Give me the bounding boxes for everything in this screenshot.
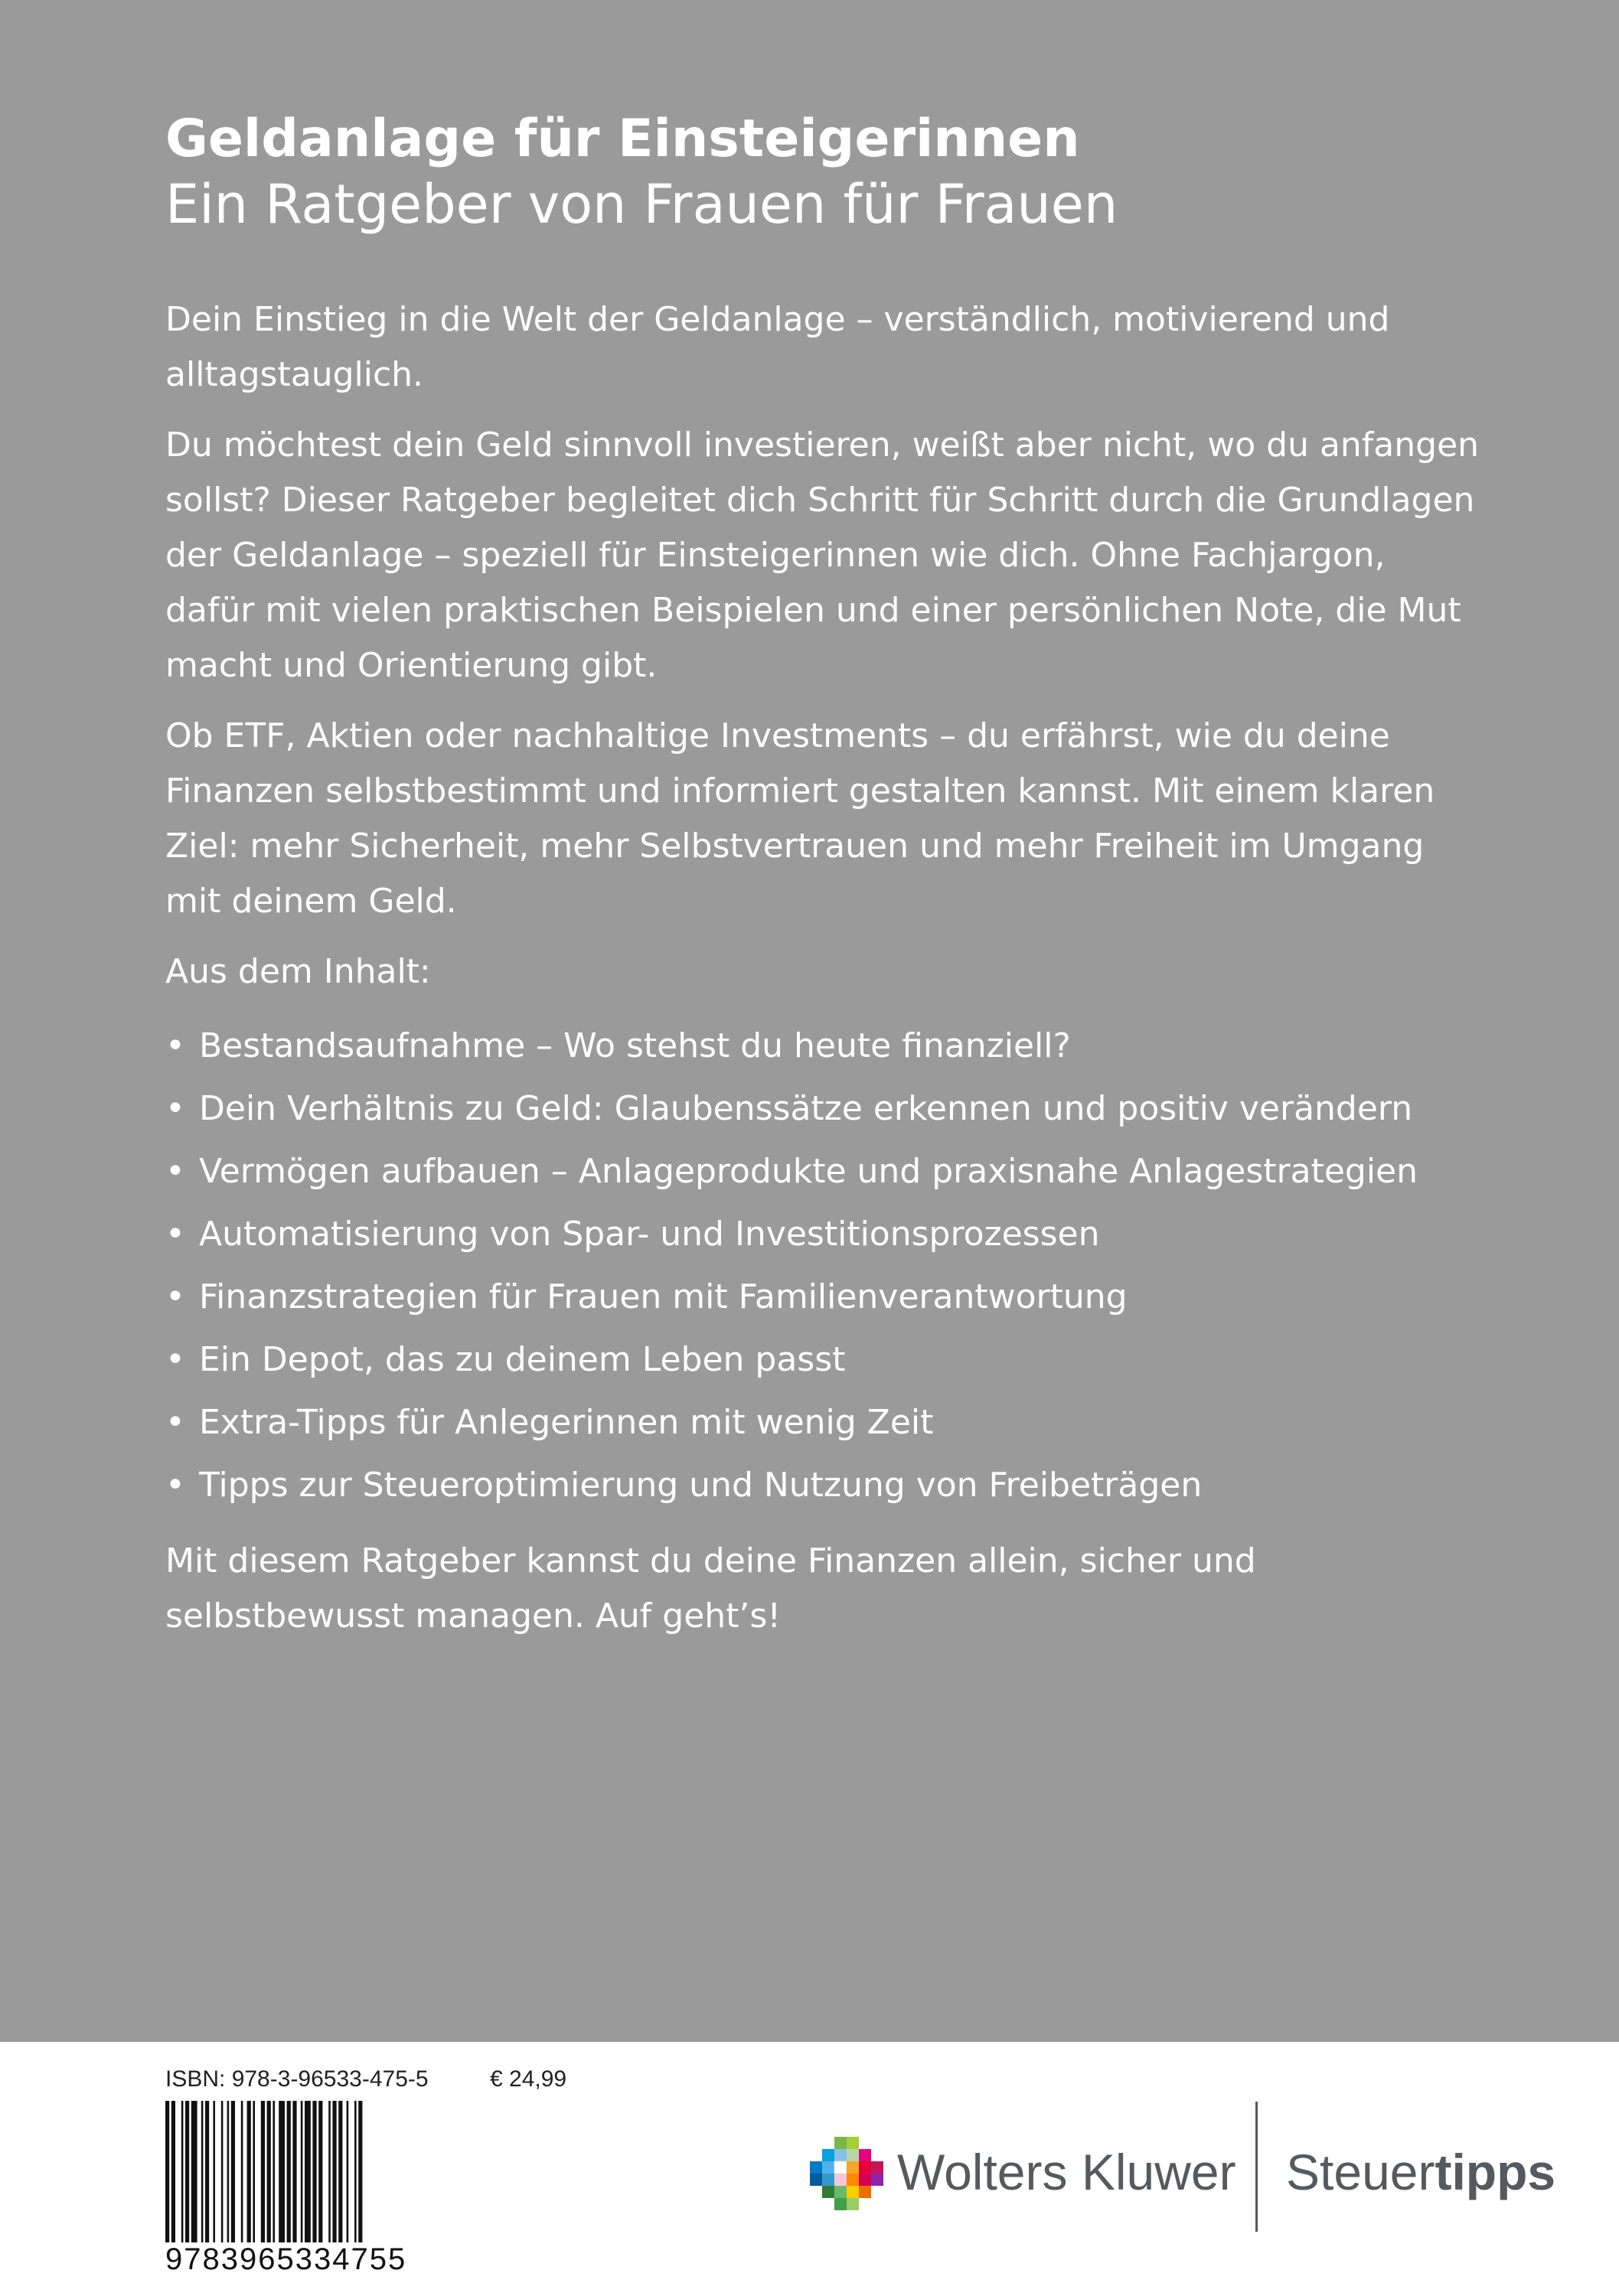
list-item: • Ein Depot, das zu deinem Leben passt (165, 1329, 1482, 1391)
barcode-bar (253, 2101, 255, 2242)
logo-divider (1255, 2102, 1258, 2232)
bullet-icon: • (165, 1089, 185, 1128)
barcode-bar (358, 2101, 362, 2242)
barcode-digits: 9783965334755 (165, 2242, 407, 2276)
closing-paragraph: Mit diesem Ratgeber kannst du deine Finanzen allein, sicher und selbstbewusst managen. Auf geht’s! (165, 1541, 1256, 1636)
price-text: € 24,99 (490, 2066, 567, 2092)
list-item: • Tipps zur Steueroptimierung und Nutzung von Freibeträgen (165, 1454, 1482, 1517)
barcode-bar (292, 2101, 296, 2242)
list-item: • Extra-Tipps für Anlegerinnen mit wenig Zeit (165, 1391, 1482, 1454)
barcode-bar (354, 2101, 357, 2242)
barcode-bar (201, 2101, 204, 2242)
list-item: • Dein Verhältnis zu Geld: Glaubenssätze erkennen und positiv verändern (165, 1078, 1482, 1140)
barcode-bar (171, 2101, 175, 2242)
bullet-icon: • (165, 1026, 185, 1065)
barcode-bar (247, 2101, 251, 2242)
description-paragraph: Ob ETF, Aktien oder nachhaltige Investments – du erfährst, wie du deine Finanzen selbstbestimmt und informiert gestalten kannst. Mit einem klaren Ziel: mehr Sicherheit, mehr Selbstvertrauen und mehr Freiheit im Umgang mit deinem Geld. (165, 716, 1435, 921)
barcode-bar (213, 2101, 215, 2242)
barcode-bar (287, 2101, 291, 2242)
bullet-icon: • (165, 1152, 185, 1191)
contents-heading: Aus dem Inhalt: (165, 952, 431, 991)
barcode-bar (305, 2101, 311, 2242)
barcode-bar (273, 2101, 275, 2242)
book-description (165, 107, 1482, 1659)
wolters-kluwer-logo-icon (810, 2137, 883, 2210)
barcode-bar (328, 2101, 331, 2242)
barcode-bar (241, 2101, 243, 2242)
barcode (165, 2101, 433, 2242)
barcode-bar (318, 2101, 322, 2242)
barcode-bar (185, 2101, 189, 2242)
book-subtitle: Ein Ratgeber von Frauen für Frauen (165, 173, 1118, 236)
contents-list (165, 1015, 1482, 1517)
barcode-bar (347, 2101, 349, 2242)
steuertipps-brand: Steuertipps (1286, 2144, 1556, 2200)
intro-paragraph: Dein Einstieg in die Welt der Geldanlage – verständlich, motivierend und alltagstauglich. (165, 300, 1390, 394)
barcode-bar (279, 2101, 285, 2242)
list-item: • Vermögen aufbauen – Anlageprodukte und praxisnahe Anlagestrategien (165, 1140, 1482, 1203)
barcode-bar (205, 2101, 209, 2242)
list-item: • Bestandsaufnahme – Wo stehst du heute finanziell? (165, 1015, 1482, 1078)
barcode-bar (181, 2101, 184, 2242)
barcode-bar (221, 2101, 224, 2242)
bullet-icon: • (165, 1466, 185, 1505)
publisher-name: Wolters Kluwer (897, 2144, 1236, 2200)
book-title: Geldanlage für Einsteigerinnen (165, 109, 1080, 169)
bullet-icon: • (165, 1403, 185, 1442)
barcode-bar (261, 2101, 265, 2242)
barcode-bar (165, 2101, 169, 2242)
barcode-bar (332, 2101, 336, 2242)
barcode-bar (338, 2101, 342, 2242)
bullet-icon: • (165, 1215, 185, 1254)
isbn-text: ISBN: 978-3-96533-475-5 (165, 2066, 429, 2092)
barcode-bar (312, 2101, 316, 2242)
bullet-icon: • (165, 1277, 185, 1316)
list-item: • Automatisierung von Spar- und Investitionsprozessen (165, 1203, 1482, 1266)
list-item: • Finanzstrategien für Frauen mit Familienverantwortung (165, 1266, 1482, 1329)
description-paragraph: Du möchtest dein Geld sinnvoll investieren, weißt aber nicht, wo du anfangen sollst? Dieser Ratgeber begleitet dich Schritt für Schritt durch die Grundlagen der Geldanlage – speziell für Einsteigerinnen wie dich. Ohne Fachjargon, dafür mit vielen praktischen Beispielen und einer persönlichen Note, die Mut macht und Orientierung gibt. (165, 426, 1480, 685)
barcode-bar (267, 2101, 271, 2242)
barcode-bar (301, 2101, 303, 2242)
barcode-bar (227, 2101, 230, 2242)
barcode-bar (231, 2101, 235, 2242)
barcode-bar (191, 2101, 197, 2242)
bullet-icon: • (165, 1340, 185, 1379)
